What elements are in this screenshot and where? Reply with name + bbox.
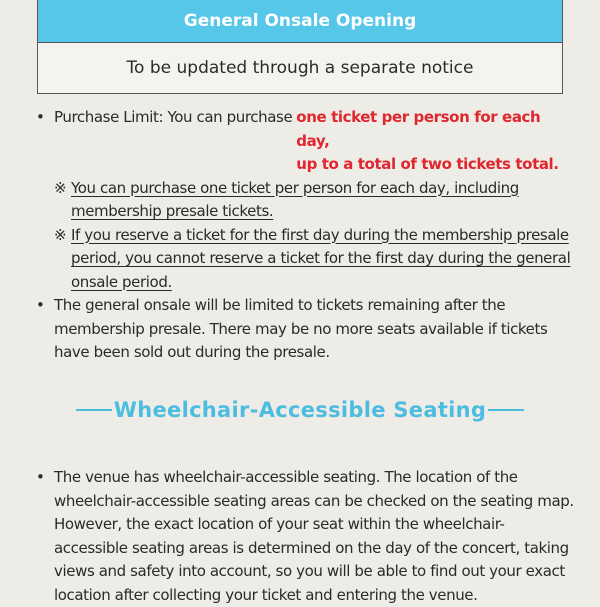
onsale-table-value: To be updated through a separate notice	[38, 43, 562, 93]
onsale-table-header: General Onsale Opening	[38, 0, 562, 43]
heading-right-rule	[488, 409, 524, 411]
general-onsale-note: • The general onsale will be limited to tickets remaining after the membership presale. There may be no more seats available if tickets have been sold out during the presale.	[36, 294, 576, 365]
purchase-info-section	[36, 106, 576, 365]
purchase-limit-highlight	[292, 106, 576, 177]
purchase-note-2	[36, 224, 576, 295]
wheelchair-heading	[0, 398, 600, 422]
wheelchair-section	[36, 466, 576, 607]
purchase-limit-highlight-line1: one ticket per person for each day,	[296, 108, 541, 150]
purchase-note-1-text: You can purchase one ticket per person for each day, including membership presale tickets.	[71, 178, 519, 220]
purchase-note-2-text: If you reserve a ticket for the first day during the membership presale period, you cannot reserve a ticket for the first day during the general onsale period.	[71, 225, 571, 291]
reference-mark-icon: ※	[54, 178, 67, 197]
purchase-limit-bullet	[36, 106, 576, 177]
onsale-table	[37, 0, 563, 94]
purchase-limit-label: • Purchase Limit: You can purchase	[54, 108, 293, 126]
purchase-limit-highlight-line2: up to a total of two tickets total.	[296, 155, 559, 173]
reference-mark-icon: ※	[54, 225, 67, 244]
heading-left-rule	[76, 409, 112, 411]
wheelchair-heading-text: Wheelchair-Accessible Seating	[113, 398, 487, 422]
purchase-note-1	[36, 177, 576, 224]
wheelchair-info-text: • The venue has wheelchair-accessible seating. The location of the wheelchair-accessible seating areas can be checked on the seating map. However, the exact location of your seat within the wheelchair-accessible seating areas is determined on the day of the concert, taking views and safety into account, so you will be able to find out your exact location after collecting your ticket and entering the venue.	[36, 466, 576, 607]
